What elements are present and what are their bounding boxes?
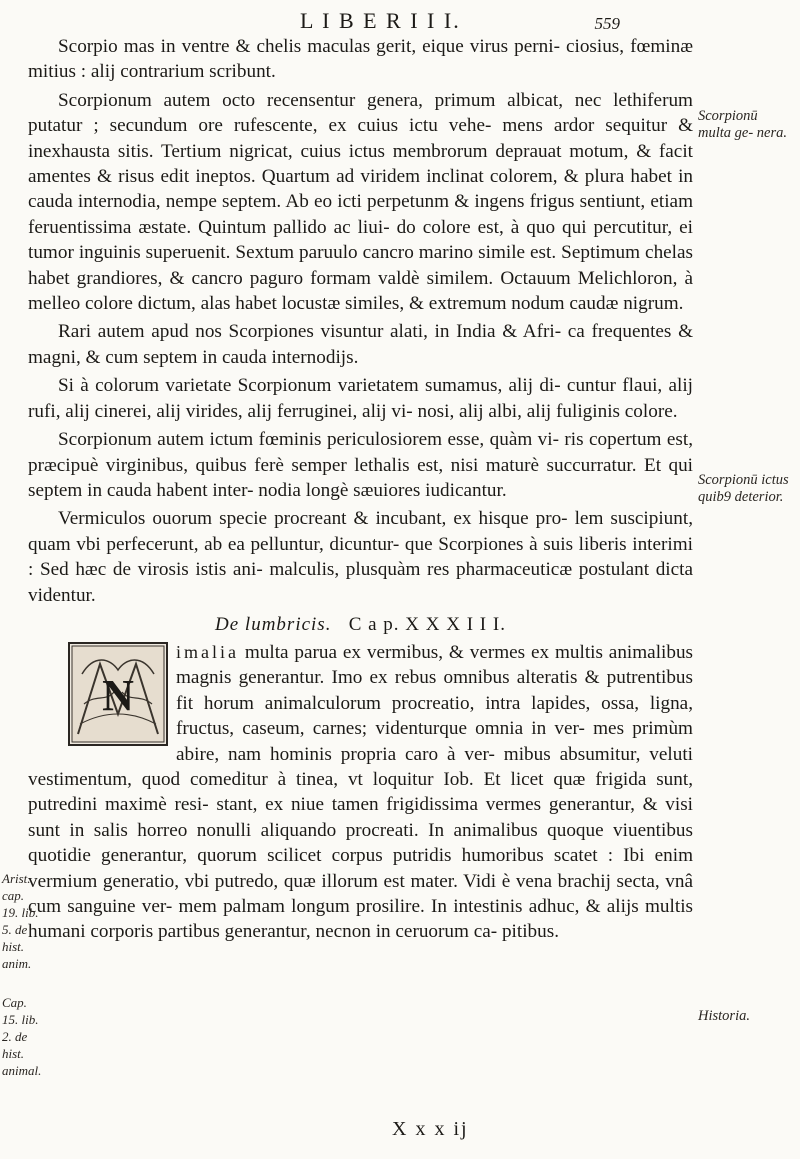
paragraph: Vermiculos ouorum specie procreant & incubant, ex hisque pro- lem suscipiunt, quam vbi perfecerunt, ab ea pelluntur, dicuntur- que Scorpiones à suis liberis interimi : Sed hæc de virosis istis ani- malculis, plusquàm res pharmaceuticæ postulant dicta videntur. [28,508,693,606]
running-head: L I B E R I I I. [300,8,461,33]
page-number: 559 [594,14,620,33]
paragraph: Si à colorum varietate Scorpionum varietatem sumamus, alij di- cuntur flaui, alij rufi, alij cinerei, alij virides, alij ferruginei, alij vi- nosi, alij albi, alij fuliginis colore. [28,375,693,422]
decorated-initial [68,642,168,746]
paragraph: Scorpionum autem ictum fœminis periculosiorem esse, quàm vi- ris copertum est, præcipuè virginibus, quibus ferè semper lethalis est, nisi maturè succurratur. Et qui septem in cauda habent inter- nodia longè sæuiores iudicantur. [28,429,693,501]
initial-ornament-icon [70,644,166,744]
paragraph: Scorpio mas in ventre & chelis maculas gerit, eique virus perni- ciosius, fœminæ mitius : alij contrarium scribunt. [28,36,693,83]
chapter-lead-word: imalia [176,641,239,662]
signature-mark: X x x ij [392,1118,469,1140]
svg-text:N: N [102,670,134,720]
main-text [28,34,693,948]
margin-note-ictus: Scorpionū ictus quib9 deterior. [698,472,789,505]
margin-note-historia: Historia. [698,1008,750,1024]
margin-note-genera: Scorpionū multa ge- nera. [698,108,787,141]
chapter-number: C a p. X X X I I I. [348,613,506,635]
chapter-text: multa parua ex vermibus, & vermes ex multis animalibus magnis generantur. Imo ex rebus omnibus alteratis & putrentibus fit horum animalculorum procreatio, intra lapides, ossa, ligna, fructus, caseum, carnes; videnturque omnia in ver- mes primùm abire, nam hominis propria caro à ver- mibus absumitur, veluti vestimentum, quod comeditur à tinea, vt loquitur Iob. Et licet quæ frigida sunt, putredini maximè resi- stant, ex niue tamen frigidissima vermes generantur, & visi sunt in salis horreo nonulli aliquando procreati. In animalibus quoque viuentibus quotidie generantur, quorum scilicet corpus putridis humoribus scatet : Ibi enim vermium generatio, vbi putredo, quæ illorum est mater. Vidi è vena brachij secta, vnâ cum sanguine ver- mem palmam longum prosilire. In intestinis adhuc, & alijs multis humani corporis partibus generantur, necnon in ceruorum ca- pitibus. [28,641,694,943]
margin-note-cap: Cap. 15. lib. 2. de hist. animal. [2,995,42,1078]
paragraph: Rari autem apud nos Scorpiones visuntur alati, in India & Afri- ca frequentes & magni, & cum septem in cauda internodijs. [28,321,693,368]
chapter-heading [28,614,693,636]
margin-note-arist: Arist. cap. 19. lib. 5. de hist. anim. [2,871,39,971]
chapter-body [28,640,693,945]
chapter-title: De lumbricis. [215,613,332,635]
paragraph: Scorpionum autem octo recensentur genera, primum albicat, nec lethiferum putatur ; secundum ore rufescente, ex cuius ictu vehe- mens ardor sequitur & inexhausta sitis. Tertium nigricat, cuius ictus membrorum deprauat motum, & facit amentes & risus edit ineptos. Quartum ad viridem inclinat colorem, & plura habet in cauda internodia, nempe septem. Ab eo icti perpetunm & ingens frigus sentiunt, etiam feruentissima æstate. Quintum pallido ac liui- do colore est, à quo qui percutitur, ei tumor inguinis superuenit. Sextum paruulo cancro marino simile est. Septimum chelas habet grandiores, & cancro paguro formam valdè similem. Octauum Melichloron, à melleo colore dictum, alas habet locustæ similes, & extremum nodum caudæ nigrum. [28,89,693,315]
